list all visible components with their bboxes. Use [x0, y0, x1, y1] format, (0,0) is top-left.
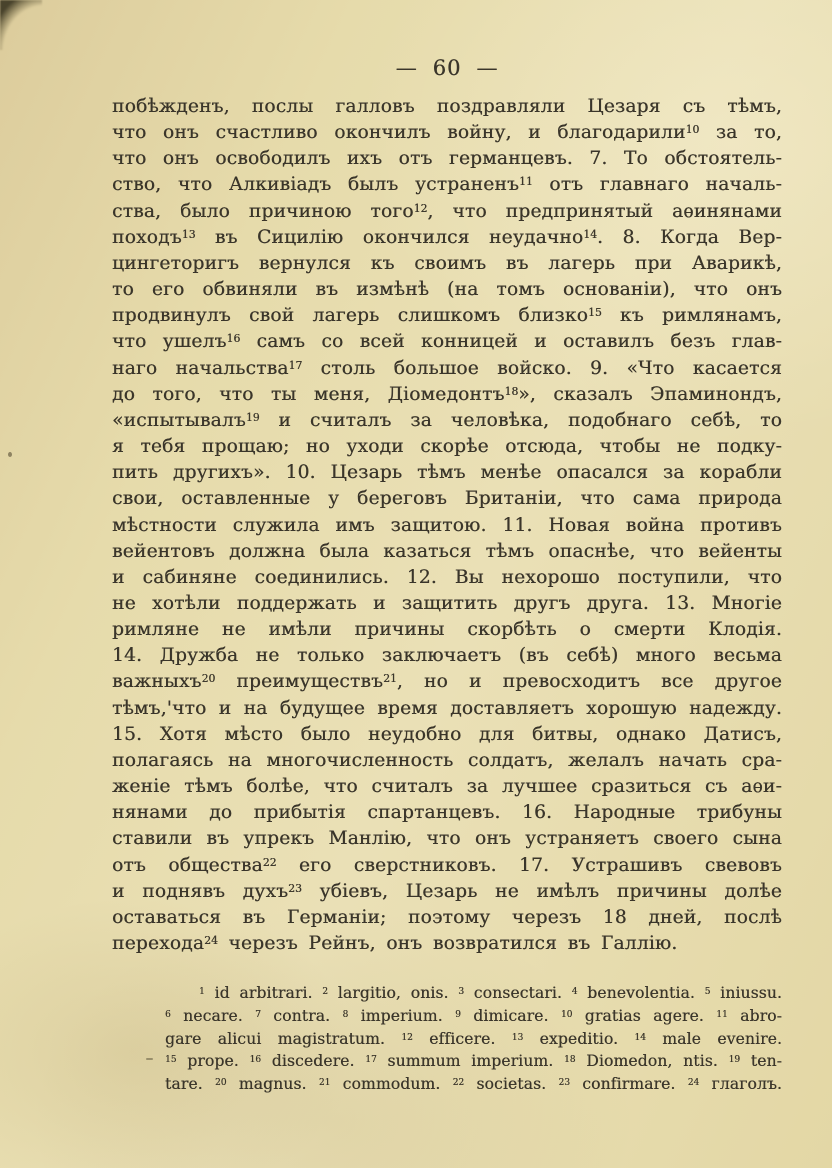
footnote-ref: 10: [685, 123, 700, 137]
text-line: 14. Дружба не только заключаетъ (въ себѣ) много весьма: [112, 645, 782, 667]
footnote-ref: 24: [204, 934, 218, 948]
footnote-ref: 8: [342, 1009, 349, 1020]
footnote-ref: 21: [318, 1078, 331, 1089]
text-line: свои, оставленные у береговъ Британіи, что сама природа: [112, 488, 782, 510]
text-line: цингеторигъ вернулся къ своимъ въ лагерь при Аварикѣ,: [112, 252, 782, 274]
footnote-ref: 11: [519, 175, 533, 189]
footnote-ref: 10: [560, 1009, 573, 1020]
text-line: и поднявъ духъ$^{23}$ убіевъ, Цезарь не имѣлъ причины долѣе: [112, 880, 782, 902]
text-line: ставили въ упрекъ Манлію, что онъ устраняетъ своего сына: [112, 828, 782, 850]
footnote-line: gare alicui magistratum. $^{12}$ efficere. $^{13}$ expeditio. $^{14}$ male evenire.: [165, 1029, 783, 1048]
footnote-ref: 17: [288, 358, 303, 372]
text-line: 15. Хотя мѣсто было неудобно для битвы, однако Датисъ,: [112, 723, 782, 745]
text-line: я тебя прощаю; но уходи скорѣе отсюда, чтобы не подку-: [112, 436, 782, 458]
text-line: пить другихъ». 10. Цезарь тѣмъ менѣе опасался за корабли: [112, 462, 782, 484]
text-line: побѣжденъ, послы галловъ поздравляли Цезаря съ тѣмъ,: [112, 96, 782, 117]
footnote-ref: 9: [455, 1009, 461, 1020]
footnote-ref: 23: [558, 1078, 570, 1089]
page-corner-shadow: [0, 0, 42, 50]
text-line: что ушелъ$^{16}$ самъ со всей конницей и оставилъ безъ глав-: [112, 331, 782, 353]
footnote-ref: 2: [322, 986, 328, 997]
footnote-ref: 22: [452, 1078, 465, 1089]
footnote-ref: 7: [255, 1009, 261, 1020]
footnote-line: tare. $^{20}$ magnus. $^{21}$ commodum. $^{22}$ societas. $^{23}$ confirmare. $^{24}$ глаголъ.: [165, 1075, 782, 1094]
text-line: походъ$^{13}$ въ Сицилію окончился неудачно$^{14}$. 8. Когда Вер-: [112, 226, 782, 248]
footnote-ref: 18: [504, 384, 519, 398]
footnote-ref: 20: [214, 1078, 227, 1089]
ink-speck: [146, 1058, 153, 1060]
footnote-ref: 5: [704, 986, 711, 997]
text-line: оставаться въ Германіи; поэтому черезъ 18 дней, послѣ: [112, 906, 782, 928]
text-line: римляне не имѣли причины скорбѣть о смерти Клодія.: [112, 619, 782, 641]
footnote-line: $^{15}$ prope. $^{16}$ discedere. $^{17}$ summum imperium. $^{18}$ Diomedon, ntis. $^{19}$ ten-: [165, 1052, 782, 1071]
footnote-ref: 12: [401, 1032, 413, 1043]
footnote-ref: 1: [199, 986, 205, 997]
text-line: что онъ освободилъ ихъ отъ германцевъ. 7. То обстоятель-: [112, 148, 782, 170]
text-line: продвинулъ свой лагерь слишкомъ близко$^{15}$ къ римлянамъ,: [112, 305, 782, 327]
footnote-ref: 16: [249, 1055, 262, 1066]
text-line: что онъ счастливо окончилъ войну, и благодарили$^{10}$ за то,: [112, 122, 782, 144]
text-line: ства, было причиною того$^{12}$, что предпринятый аѳинянами: [112, 200, 782, 222]
footnote-line: $^1$ id arbitrari. $^2$ largitio, onis. $^3$ consectari. $^4$ benevolentia. $^5$ iniussu.: [199, 984, 782, 1002]
footnote-ref: 14: [583, 227, 597, 241]
text-line: отъ общества$^{22}$ его сверстниковъ. 17. Устрашивъ свевовъ: [112, 854, 782, 876]
footnote-ref: 17: [365, 1055, 377, 1066]
text-line: до того, что ты меня, Діомедонтъ$^{18}$», сказалъ Эпаминондъ,: [112, 383, 782, 405]
footnote-ref: 11: [716, 1009, 728, 1020]
text-line: нянами до прибытія спартанцевъ. 16. Народные трибуны: [112, 802, 782, 824]
text-line: наго начальства$^{17}$ столь большое войско. 9. «Что касается: [112, 357, 782, 379]
footnote-line: $^6$ necare. $^7$ contra. $^8$ imperium. $^9$ dimicare. $^{10}$ gratias agere. $^{11}$ abro-: [165, 1006, 782, 1025]
main-text-block: [112, 94, 782, 957]
footnote-ref: 20: [201, 672, 216, 686]
text-line: то его обвиняли въ измѣнѣ (на томъ основаніи), что онъ: [112, 279, 782, 301]
text-line: полагаясь на многочисленность солдатъ, желалъ начать сра-: [112, 749, 782, 771]
text-line: вейентовъ должна была казаться тѣмъ опаснѣе, что вейенты: [112, 540, 782, 562]
footnote-ref: 6: [165, 1009, 171, 1020]
footnote-ref: 22: [262, 855, 277, 869]
footnote-ref: 4: [571, 986, 578, 997]
ink-speck: [8, 452, 12, 457]
footnote-ref: 19: [245, 411, 260, 425]
header-dash-left: —: [395, 56, 418, 80]
footnote-ref: 13: [511, 1032, 524, 1043]
footnote-ref: 15: [588, 306, 602, 320]
text-line: «испытывалъ$^{19}$ и считалъ за человѣка, подобнаго себѣ, то: [112, 409, 782, 431]
footnote-ref: 24: [687, 1078, 700, 1089]
text-line: перехода$^{24}$ черезъ Рейнъ, онъ возвратился въ Галлію.: [112, 933, 678, 954]
footnote-ref: 15: [165, 1055, 177, 1066]
page-number: 60: [432, 56, 462, 80]
text-line: тѣмъ,'что и на будущее время доставляетъ хорошую надежду.: [112, 697, 782, 719]
text-line: не хотѣли поддержать и защитить другъ друга. 13. Многіе: [112, 592, 782, 614]
text-line: важныхъ$^{20}$ преимуществъ$^{21}$, но и превосходитъ все другое: [112, 671, 782, 693]
text-line: ство, что Алкивіадъ былъ устраненъ$^{11}$ отъ главнаго началь-: [112, 174, 782, 196]
header-dash-right: —: [476, 56, 499, 80]
footnote-ref: 19: [728, 1055, 741, 1066]
footnote-ref: 21: [383, 672, 397, 686]
footnote-ref: 13: [181, 227, 196, 241]
text-line: и сабиняне соединились. 12. Вы нехорошо поступили, что: [112, 566, 782, 588]
text-line: мѣстности служила имъ защитою. 11. Новая война противъ: [112, 514, 782, 536]
page-number-header: [112, 56, 782, 80]
text-line: женіе тѣмъ болѣе, что считалъ за лучшее сразиться съ аѳи-: [112, 776, 782, 798]
footnote-ref: 3: [458, 986, 465, 997]
footnotes-block: [165, 982, 782, 1096]
footnote-ref: 18: [564, 1055, 576, 1066]
footnote-ref: 16: [226, 332, 241, 346]
footnote-ref: 14: [634, 1032, 646, 1043]
footnote-ref: 23: [288, 881, 302, 895]
footnote-ref: 12: [413, 201, 428, 215]
